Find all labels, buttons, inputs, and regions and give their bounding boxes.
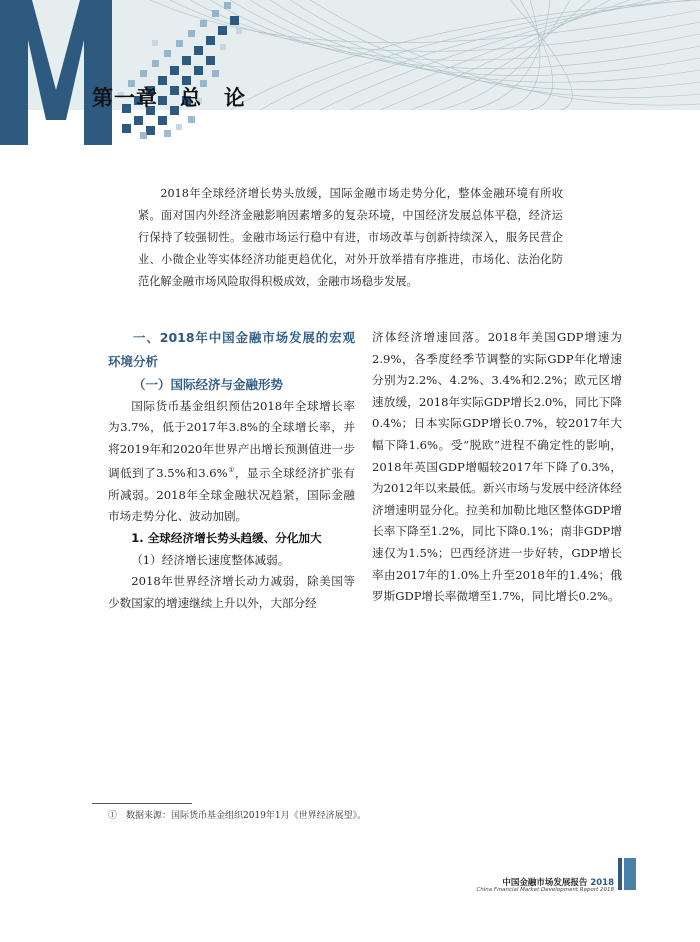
footnote-marker: ① (227, 466, 235, 475)
subsection-title: （一）国际经济与金融形势 (133, 377, 284, 392)
point-heading: 1. 全球经济增长势头趋缓、分化加大 (131, 531, 322, 546)
report-title: 中国金融市场发展报告 (502, 878, 588, 888)
footer-accent-bar (618, 858, 622, 890)
paragraph-imf-forecast-part1: 国际货币基金组织预估2018年全球增长率为3.7%，低于2017年3.8%的全球增长率，并将2019年和2020年世界产出增长预测值进一步调低到了3.5%和3.6% (108, 398, 355, 481)
abstract-text: 2018年全球经济增长势头放缓，国际金融市场走势分化，整体金融环境有所收紧。面对国内外经济金融影响因素增多的复杂环境，中国经济发展总体平稳，经济运行保持了较强韧性。金融市场运行稳中有进，市场改革与创新持续深入，服务民营企业、小微企业等实体经济功能更趋优化，对外开放举措有序推进，市场化、法治化防范化解金融市场风险取得积极成效，金融市场稳步发展。 (138, 187, 563, 288)
paragraph-economies: 济体经济增速回落。2018年美国GDP增速为2.9%，各季度经季节调整的实际GDP年化增速分别为2.2%、4.2%、3.4%和2.2%；欧元区增速放缓，2018年实际GDP增长2.0%，同比下降0.4%；日本实际GDP增长0.7%，较2017年大幅下降1.6%。受“脱欧”进程不确定性的影响，2018年英国GDP增幅较2017年下降了0.3%，为2012年以来最低。新兴市场与发展中经济体经济增速明显分化。拉美和加勒比地区整体GDP增长率下降至1.2%，同比下降0.1%；南非GDP增速仅为1.5%；巴西经济进一步好转，GDP增长率由2017年的1.0%上升至2018年的1.4%；俄罗斯GDP增长率微增至1.7%，同比增长0.2%。 (372, 330, 622, 604)
right-column (372, 327, 622, 608)
chapter-abstract (138, 183, 563, 293)
report-year: 2018 (590, 878, 614, 888)
banner-graphic (0, 0, 700, 148)
section-title: 一、2018年中国金融市场发展的宏观环境分析 (108, 330, 355, 369)
paragraph-growth: 2018年世界经济增长动力减弱，除美国等少数国家的增速继续上升以外，大部分经 (108, 574, 355, 610)
paragraph-imf-forecast-part2: ，显示全球经济扩张有所减弱。2018年全球金融状况趋紧，国际金融市场走势分化、波动加剧。 (108, 466, 355, 524)
footnote: ① 数据来源：国际货币基金组织2019年1月《世界经济展望》。 (108, 811, 367, 821)
paragraph-imf-forecast (108, 396, 355, 528)
chapter-header-banner (0, 0, 700, 148)
report-title-en: China Financial Market Development Report 2018 (476, 887, 614, 893)
footnote-divider (92, 803, 192, 804)
page-tab (624, 858, 636, 890)
chapter-title: 第一章 总 论 (92, 86, 246, 110)
point-subheading: （1）经济增长速度整体减弱。 (131, 552, 290, 567)
left-column (108, 326, 355, 614)
